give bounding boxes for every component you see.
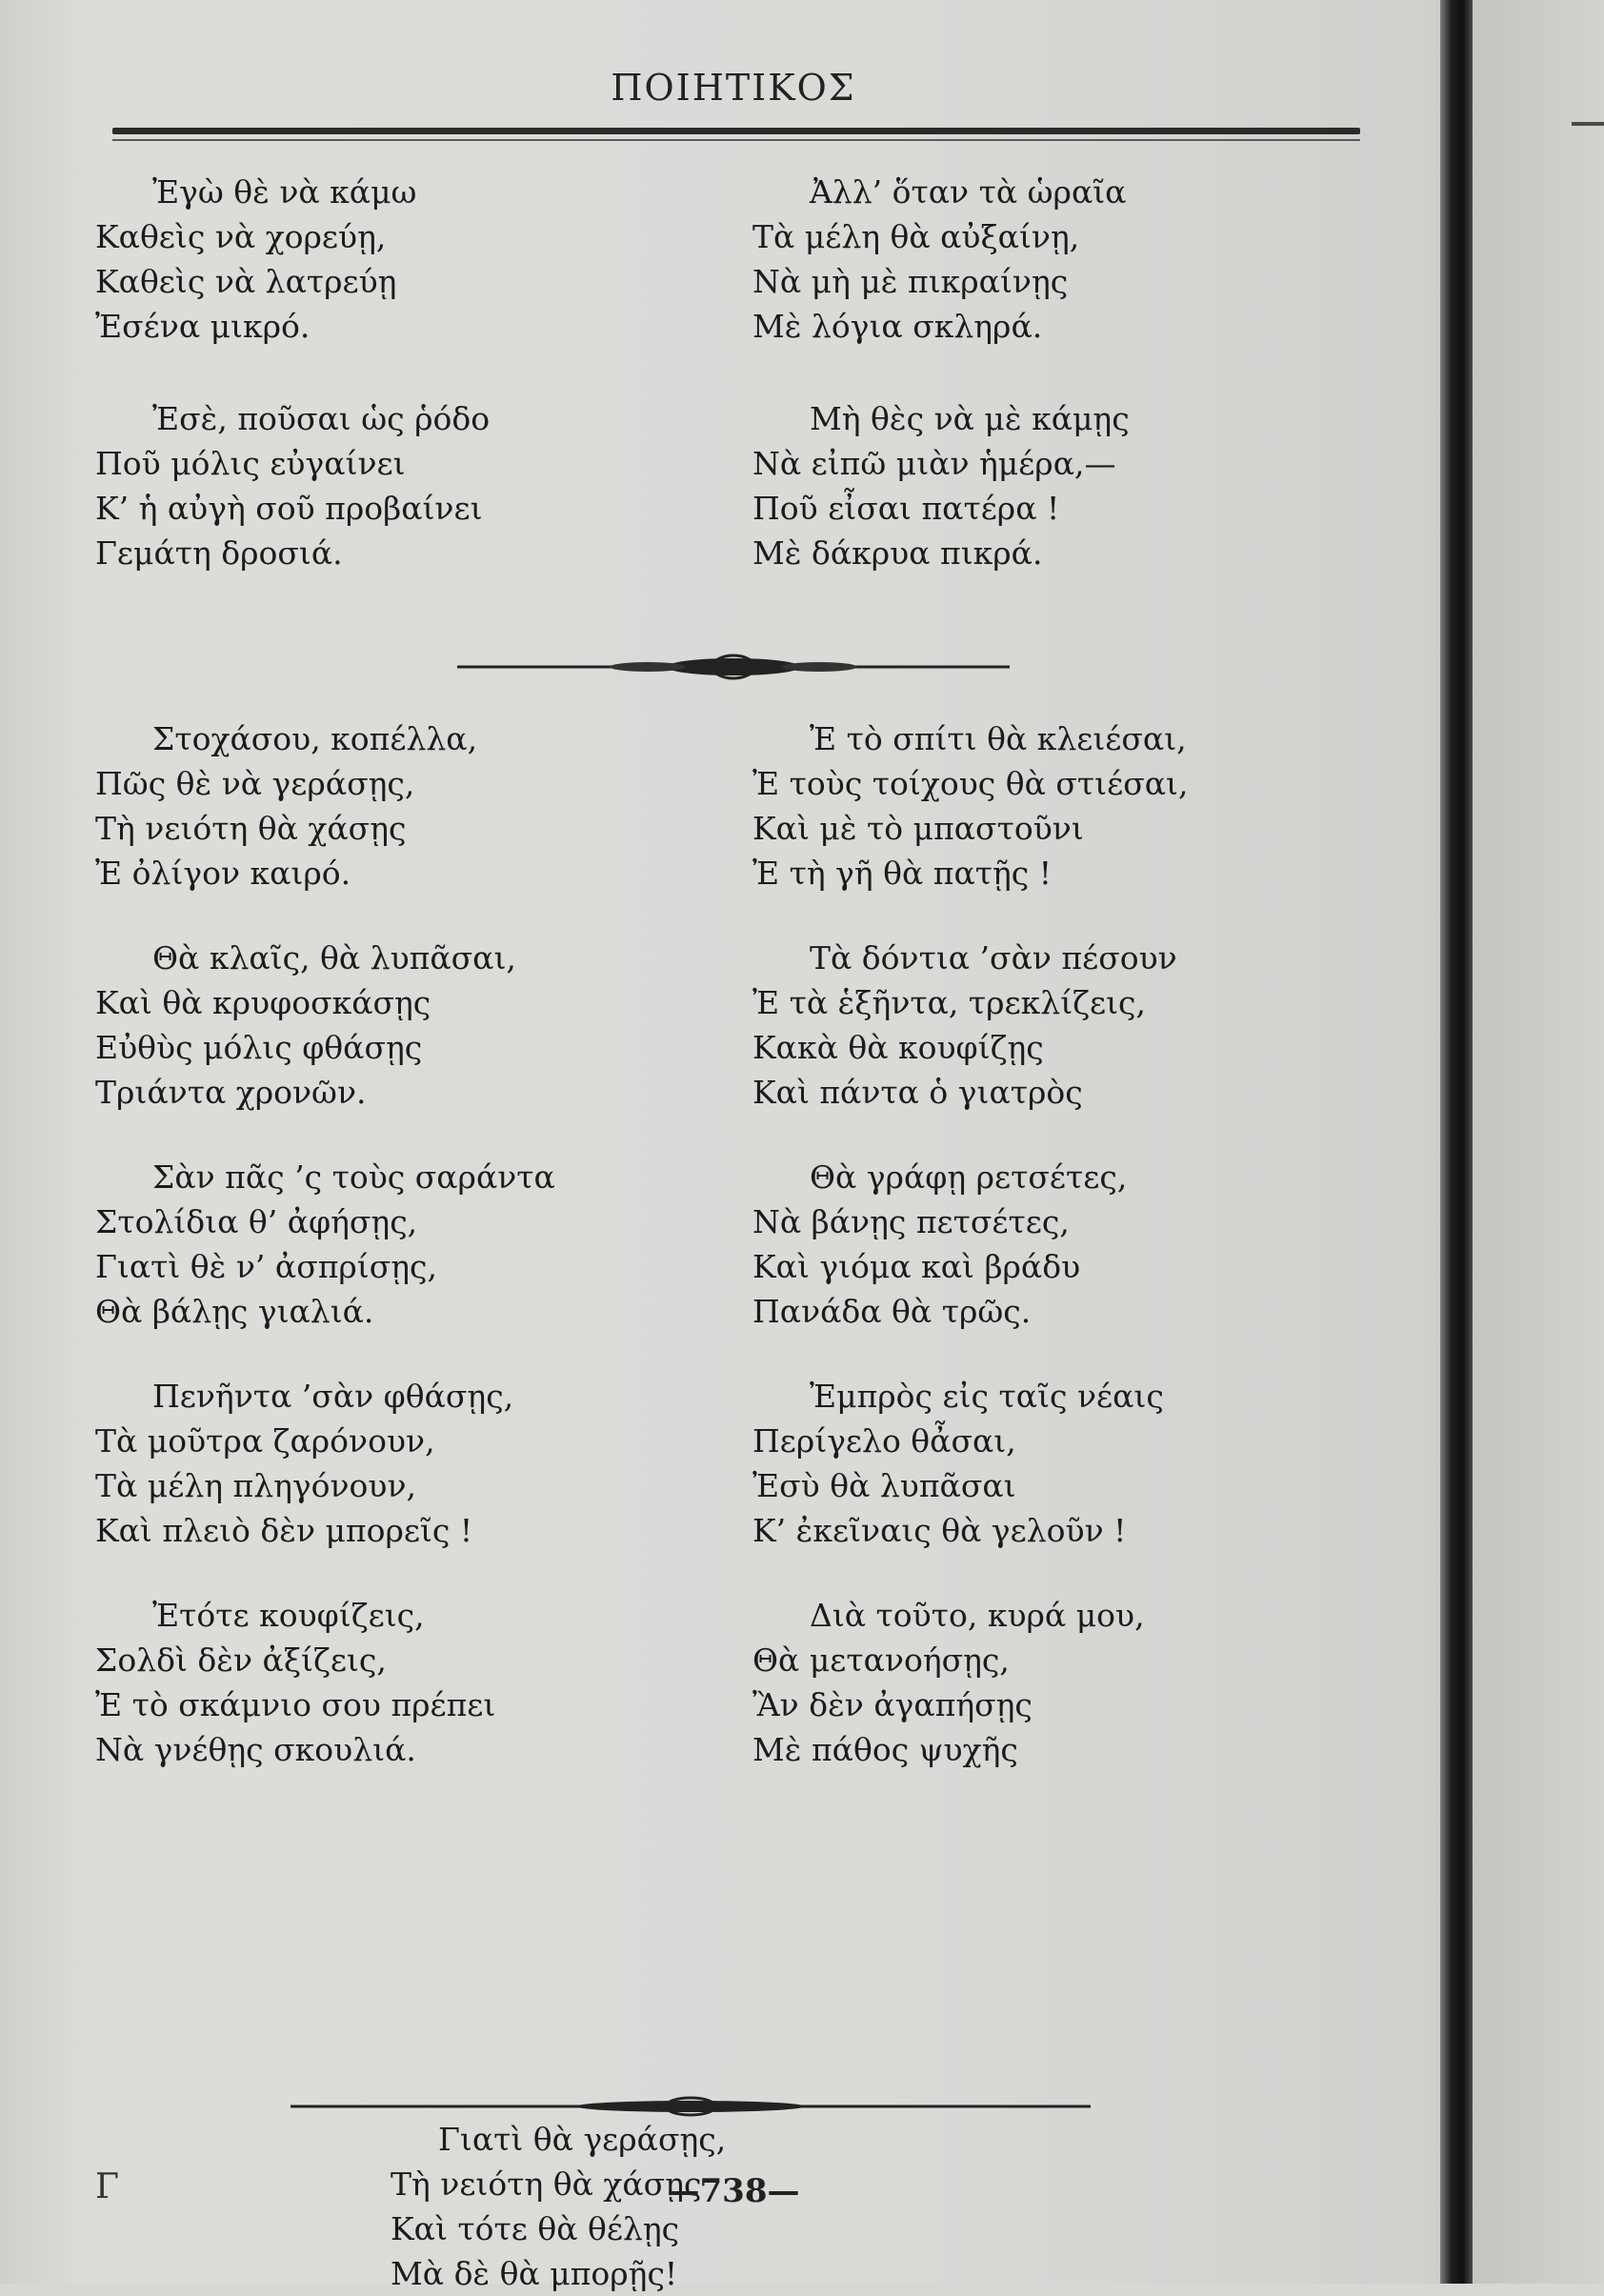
header-rule-thick xyxy=(112,128,1360,134)
stanza xyxy=(752,936,1381,1115)
verse-line: Ἐ τὰ ἑξῆντα, τρεκλίζεις, xyxy=(752,984,1147,1021)
poem1-left-column xyxy=(95,170,705,575)
verse-line: Καθεὶς νὰ χορεύῃ, xyxy=(95,218,387,255)
verse-line: Τὰ μοῦτρα ζαρόνουν, xyxy=(95,1422,435,1460)
verse-line: Καὶ πάντα ὁ γιατρὸς xyxy=(752,1074,1083,1111)
poem2-left-column xyxy=(95,716,705,1772)
verse-line: Πενῆντα ’σὰν φθάσῃς, xyxy=(152,1378,514,1415)
verse-line: Τὴ νειότη θὰ χάσῃς xyxy=(391,2165,702,2203)
verse-line: Σολδὶ δὲν ἀξίζεις, xyxy=(95,1641,387,1679)
verse-line: Μὲ λόγια σκληρά. xyxy=(752,308,1043,345)
verse-line: Ἐ τοὺς τοίχους θὰ στιέσαι, xyxy=(752,765,1189,802)
stanza xyxy=(95,1155,705,1334)
verse-line: Γεμάτη δροσιά. xyxy=(95,534,343,572)
verse-line: Κ’ ἡ αὐγὴ σοῦ προβαίνει xyxy=(95,490,483,527)
verse-line: Θὰ βάλῃς γιαλιά. xyxy=(95,1293,374,1330)
stanza xyxy=(752,170,1381,349)
poem1-right-column xyxy=(752,170,1381,575)
stanza xyxy=(752,1374,1381,1553)
verse-line: Τριάντα χρονῶν. xyxy=(95,1074,367,1111)
poem2-right-column xyxy=(752,716,1381,1772)
verse-line: Νὰ εἰπῶ μιὰν ἡμέρα,— xyxy=(752,445,1116,482)
adjacent-page-edge xyxy=(1473,0,1604,2284)
verse-line: Γιατὶ θὲ ν’ ἀσπρίσῃς, xyxy=(95,1248,438,1285)
header-rule-thin xyxy=(112,139,1360,141)
verse-line: Καὶ μὲ τὸ μπαστοῦνι xyxy=(752,810,1084,847)
stanza xyxy=(95,396,705,575)
verse-line: Σὰν πᾶς ’ς τοὺς σαράντα xyxy=(152,1158,555,1196)
verse-line: Μὰ δὲ θὰ μπορῇς! xyxy=(391,2255,678,2292)
stanza xyxy=(752,716,1381,896)
stanza xyxy=(752,1593,1381,1772)
verse-line: Ἐ τὸ σκάμνιο σου πρέπει xyxy=(95,1686,496,1723)
verse-line: Ἐσὺ θὰ λυπᾶσαι xyxy=(752,1467,1016,1504)
signature-mark: Γ xyxy=(95,2167,119,2206)
verse-line: Καθεὶς νὰ λατρεύῃ xyxy=(95,263,397,300)
verse-line: Τὰ δόντια ’σὰν πέσουν xyxy=(810,939,1177,977)
verse-line: Τὰ μέλη θὰ αὐξαίνῃ, xyxy=(752,218,1080,255)
verse-line: Καὶ τότε θὰ θέλῃς xyxy=(391,2210,680,2247)
stanza xyxy=(95,1374,705,1553)
verse-line: Τὰ μέλη πληγόνουν, xyxy=(95,1467,417,1504)
verse-line: Νὰ γνέθῃς σκουλιά. xyxy=(95,1731,416,1768)
stanza xyxy=(752,1155,1381,1334)
verse-line: Ποῦ εἶσαι πατέρα ! xyxy=(752,490,1060,527)
verse-line: Ἂν δὲν ἀγαπήσῃς xyxy=(752,1686,1033,1723)
stanza xyxy=(95,936,705,1115)
verse-line: Νὰ μὴ μὲ πικραίνῃς xyxy=(752,263,1069,300)
verse-line: Κακὰ θὰ κουφίζῃς xyxy=(752,1029,1044,1066)
verse-line: Ἐ τὸ σπίτι θὰ κλειέσαι, xyxy=(810,720,1187,757)
page-number: —738— xyxy=(667,2172,800,2210)
verse-line: Διὰ τοῦτο, κυρά μου, xyxy=(810,1597,1145,1634)
verse-line: Γιατὶ θὰ γεράσῃς, xyxy=(438,2121,727,2158)
verse-line: Μὲ δάκρυα πικρά. xyxy=(752,534,1043,572)
verse-line: Ἐσὲ, ποῦσαι ὡς ῥόδο xyxy=(152,400,491,437)
verse-line: Στοχάσου, κοπέλλα, xyxy=(152,720,478,757)
stanza xyxy=(95,170,705,349)
verse-line: Θὰ κλαῖς, θὰ λυπᾶσαι, xyxy=(152,939,516,977)
verse-line: Τὴ νειότη θὰ χάσῃς xyxy=(95,810,407,847)
stanza xyxy=(95,716,705,896)
book-binding xyxy=(1440,0,1473,2284)
verse-line: Θὰ μετανοήσῃς, xyxy=(752,1641,1010,1679)
verse-line: Θὰ γράφῃ ρετσέτες, xyxy=(810,1158,1128,1196)
verse-line: Μὲ πάθος ψυχῆς xyxy=(752,1731,1018,1768)
verse-line: Ἐ τὴ γῆ θὰ πατῇς ! xyxy=(752,855,1053,892)
verse-line: Καὶ πλειὸ δὲν μπορεῖς ! xyxy=(95,1512,473,1549)
stanza xyxy=(95,1593,705,1772)
verse-line: Νὰ βάνῃς πετσέτες, xyxy=(752,1203,1070,1240)
verse-line: Ἐγὼ θὲ νὰ κάμω xyxy=(152,173,417,211)
verse-line: Ἐ ὀλίγον καιρό. xyxy=(95,855,351,892)
verse-line: Ἐμπρὸς εἰς ταῖς νέαις xyxy=(810,1378,1164,1415)
verse-line: Καὶ θὰ κρυφοσκάσῃς xyxy=(95,984,431,1021)
ornament-divider-bottom xyxy=(291,2092,1091,2121)
verse-line: Στολίδια θ’ ἀφήσῃς, xyxy=(95,1203,418,1240)
verse-line: Περίγελο θἆσαι, xyxy=(752,1422,1016,1460)
verse-line: Κ’ ἐκεῖναις θὰ γελοῦν ! xyxy=(752,1512,1127,1549)
verse-line: Εὐθὺς μόλις φθάσῃς xyxy=(95,1029,423,1066)
verse-line: Πανάδα θὰ τρῶς. xyxy=(752,1293,1032,1330)
adjacent-page-rule xyxy=(1572,122,1604,126)
verse-line: Ἐσένα μικρό. xyxy=(95,308,311,345)
stanza xyxy=(752,396,1381,575)
verse-line: Πῶς θὲ νὰ γεράσῃς, xyxy=(95,765,415,802)
ornament-divider-top xyxy=(457,648,1010,686)
verse-line: Ἐτότε κουφίζεις, xyxy=(152,1597,425,1634)
verse-line: Ποῦ μόλις εὐγαίνει xyxy=(95,445,406,482)
verse-line: Μὴ θὲς νὰ μὲ κάμῃς xyxy=(810,400,1130,437)
verse-line: Ἀλλ’ ὅταν τὰ ὡραῖα xyxy=(810,173,1127,211)
running-head: ΠΟΙΗΤΙΚΟΣ xyxy=(611,67,856,109)
verse-line: Καὶ γιόμα καὶ βράδυ xyxy=(752,1248,1081,1285)
